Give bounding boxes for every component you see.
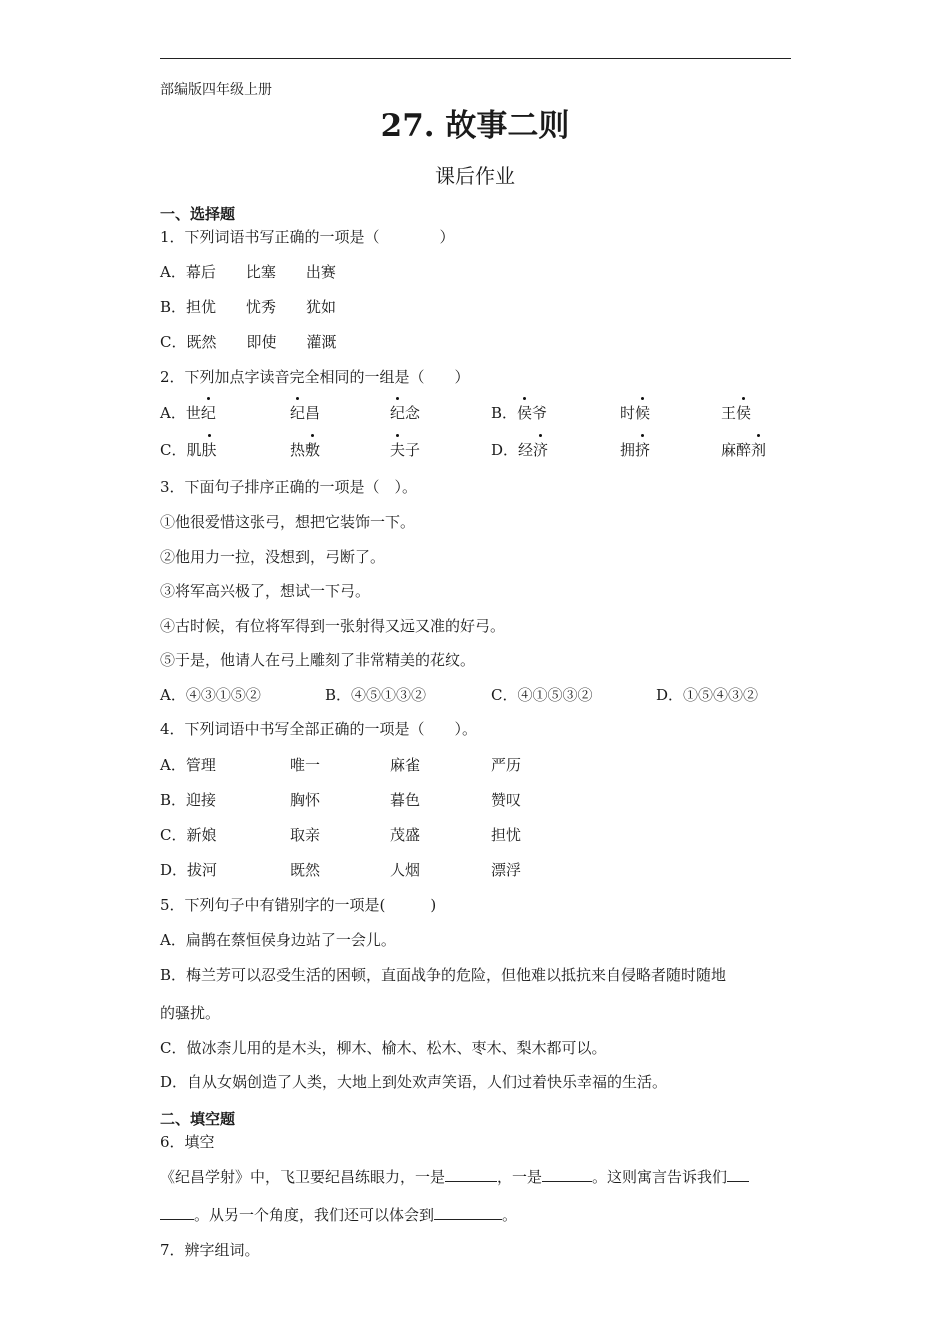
q2-stem: 2．下列加点字读音完全相同的一组是（ ） bbox=[160, 368, 470, 386]
q1-option-c[interactable]: C．既然 即使 灌溉 bbox=[160, 333, 337, 351]
dotted-char: 夫 bbox=[390, 441, 406, 459]
word-part: 拥 bbox=[620, 441, 636, 459]
q5-option-b-cont: 的骚扰。 bbox=[160, 1004, 221, 1022]
q6-text: 。这则寓言告诉我们 bbox=[592, 1168, 728, 1186]
q3-sentence-5: ⑤于是，他请人在弓上雕刻了非常精美的花纹。 bbox=[160, 651, 476, 669]
q5-option-c[interactable]: C．做冰柰儿用的是木头，柳木、榆木、松木、枣木、梨木都可以。 bbox=[160, 1039, 607, 1057]
q3-sentence-4: ④古时候，有位将军得到一张射得又远又准的好弓。 bbox=[160, 617, 506, 635]
q4-option-c[interactable]: C．新娘 bbox=[160, 826, 217, 844]
option-label: A． bbox=[160, 404, 186, 422]
fill-blank[interactable] bbox=[160, 1205, 194, 1220]
dotted-char: 侯 bbox=[736, 404, 752, 422]
dotted-char: 肤 bbox=[201, 441, 217, 459]
q2-option-b[interactable] bbox=[491, 403, 547, 423]
dotted-char: 候 bbox=[635, 404, 651, 422]
q1-option-a[interactable]: A．幕后 比塞 出赛 bbox=[160, 263, 336, 281]
q6-stem: 6．填空 bbox=[160, 1133, 215, 1151]
q2-word bbox=[620, 440, 650, 460]
page-subtitle: 课后作业 bbox=[435, 164, 515, 188]
q4-option-d[interactable]: D．拔河 bbox=[160, 861, 218, 879]
q3-sentence-3: ③将军高兴极了，想试一下弓。 bbox=[160, 582, 371, 600]
q4-stem: 4．下列词语中书写全部正确的一项是（ ）。 bbox=[160, 720, 478, 738]
dotted-char: 剂 bbox=[751, 441, 767, 459]
q2-word bbox=[390, 403, 420, 423]
q1-option-b[interactable]: B．担优 忧秀 犹如 bbox=[160, 298, 337, 316]
q3-sentence-1: ①他很爱惜这张弓，想把它装饰一下。 bbox=[160, 513, 416, 531]
grade-label: 部编版四年级上册 bbox=[160, 82, 272, 98]
q2-word bbox=[390, 440, 420, 460]
q4-word: 取亲 bbox=[290, 826, 321, 844]
dotted-char: 侯 bbox=[517, 404, 533, 422]
page-title: 27. 故事二则 bbox=[380, 108, 570, 144]
q5-option-d[interactable]: D．自从女娲创造了人类，大地上到处欢声笑语，人们过着快乐幸福的生活。 bbox=[160, 1073, 668, 1091]
q3-stem: 3．下面句子排序正确的一项是（ ）。 bbox=[160, 478, 418, 496]
option-label: C． bbox=[160, 441, 187, 459]
section-heading-choice: 一、选择题 bbox=[160, 205, 236, 223]
q3-option-c[interactable]: C．④①⑤③② bbox=[491, 686, 593, 704]
fill-blank[interactable] bbox=[727, 1167, 749, 1182]
word-part: 王 bbox=[721, 404, 737, 422]
q4-option-b[interactable]: B．迎接 bbox=[160, 791, 217, 809]
fill-blank[interactable] bbox=[434, 1205, 502, 1220]
word-part: 念 bbox=[405, 404, 421, 422]
q3-sentence-2: ②他用力一拉，没想到，弓断了。 bbox=[160, 548, 386, 566]
word-part: 昌 bbox=[305, 404, 321, 422]
q6-text: 《纪昌学射》中，飞卫要纪昌练眼力，一是 bbox=[160, 1168, 446, 1186]
section-heading-fill: 二、填空题 bbox=[160, 1110, 236, 1128]
q6-line-2 bbox=[160, 1205, 517, 1225]
q4-option-a[interactable]: A．管理 bbox=[160, 756, 216, 774]
word-part: 世 bbox=[185, 404, 201, 422]
word-part: 肌 bbox=[186, 441, 202, 459]
q5-option-a[interactable]: A．扁鹊在蔡恒侯身边站了一会儿。 bbox=[160, 931, 396, 949]
q4-word: 担忧 bbox=[491, 826, 522, 844]
q2-option-d[interactable] bbox=[491, 440, 548, 460]
fill-blank[interactable] bbox=[542, 1167, 592, 1182]
word-part: 爷 bbox=[532, 404, 548, 422]
q4-word: 漂浮 bbox=[491, 861, 522, 879]
q6-text: 。从另一个角度，我们还可以体会到 bbox=[194, 1206, 435, 1224]
q4-word: 暮色 bbox=[390, 791, 421, 809]
q2-word bbox=[620, 403, 650, 423]
q2-word bbox=[721, 440, 766, 460]
q5-stem: 5．下列句子中有错别字的一项是( ) bbox=[160, 896, 437, 914]
dotted-char: 济 bbox=[533, 441, 549, 459]
q4-word: 麻雀 bbox=[390, 756, 421, 774]
q4-word: 既然 bbox=[290, 861, 321, 879]
q7-stem: 7．辨字组词。 bbox=[160, 1241, 260, 1259]
q4-word: 人烟 bbox=[390, 861, 421, 879]
q4-word: 唯一 bbox=[290, 756, 321, 774]
word-part: 经 bbox=[518, 441, 534, 459]
q4-word: 茂盛 bbox=[390, 826, 421, 844]
q2-word bbox=[290, 403, 320, 423]
q3-option-d[interactable]: D．①⑤④③② bbox=[656, 686, 759, 704]
option-label: D． bbox=[491, 441, 519, 459]
q6-text: ，一是 bbox=[497, 1168, 543, 1186]
q2-word bbox=[721, 403, 751, 423]
word-part: 麻醉 bbox=[721, 441, 752, 459]
word-part: 热 bbox=[290, 441, 306, 459]
option-label: B． bbox=[491, 404, 518, 422]
dotted-char: 挤 bbox=[635, 441, 651, 459]
header-rule bbox=[160, 58, 791, 59]
word-part: 时 bbox=[620, 404, 636, 422]
q3-option-b[interactable]: B．④⑤①③② bbox=[325, 686, 427, 704]
dotted-char: 纪 bbox=[290, 404, 306, 422]
q4-word: 胸怀 bbox=[290, 791, 321, 809]
dotted-char: 纪 bbox=[200, 404, 216, 422]
dotted-char: 纪 bbox=[390, 404, 406, 422]
q3-option-a[interactable]: A．④③①⑤② bbox=[160, 686, 261, 704]
q6-text: 。 bbox=[502, 1206, 518, 1224]
q1-stem: 1．下列词语书写正确的一项是（ ） bbox=[160, 228, 455, 246]
q4-word: 赞叹 bbox=[491, 791, 522, 809]
q2-option-c[interactable] bbox=[160, 440, 217, 460]
q4-word: 严历 bbox=[491, 756, 522, 774]
fill-blank[interactable] bbox=[445, 1167, 497, 1182]
q2-option-a[interactable] bbox=[160, 403, 216, 423]
q5-option-b[interactable]: B．梅兰芳可以忍受生活的困顿，直面战争的危险，但他难以抵抗来自侵略者随时随地 bbox=[160, 966, 727, 984]
q6-line-1 bbox=[160, 1167, 749, 1187]
q2-word bbox=[290, 440, 320, 460]
word-part: 子 bbox=[405, 441, 421, 459]
dotted-char: 敷 bbox=[305, 441, 321, 459]
